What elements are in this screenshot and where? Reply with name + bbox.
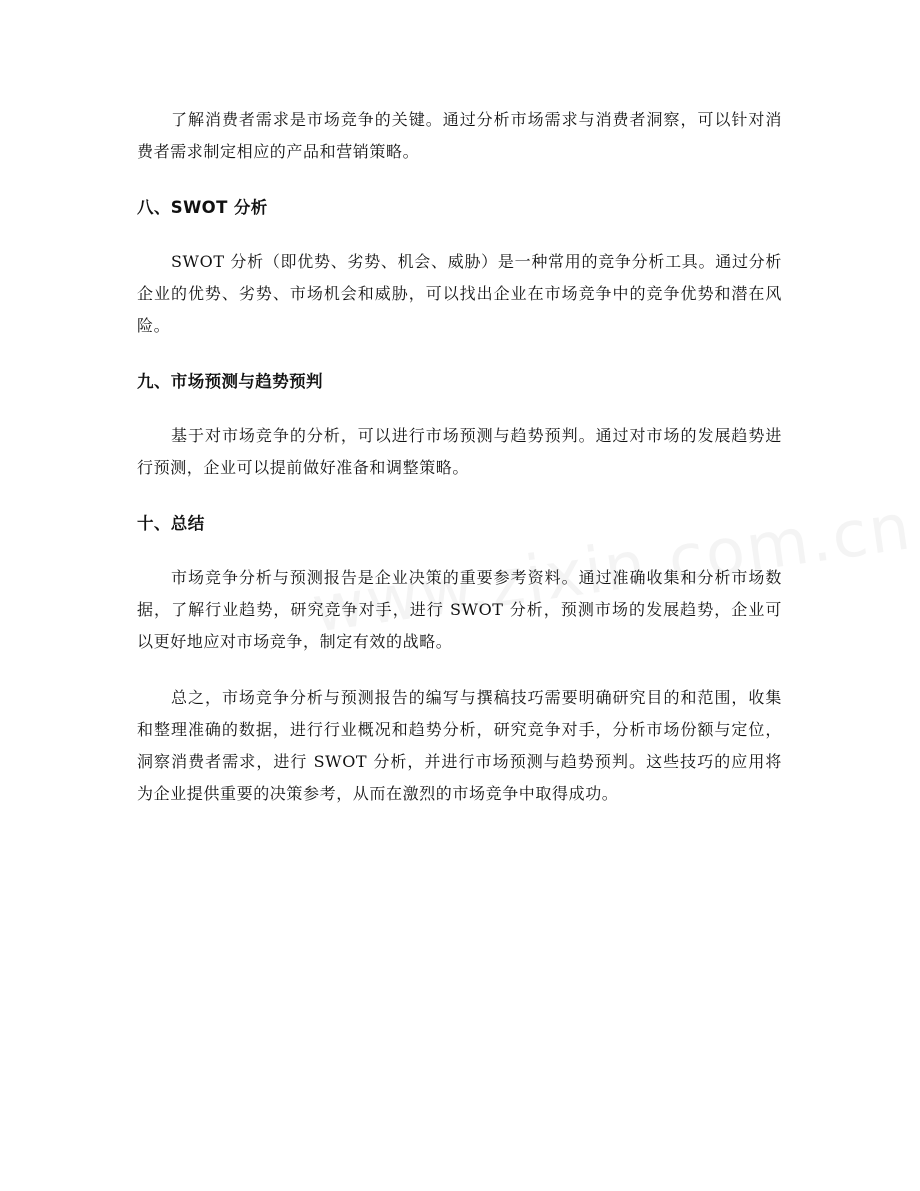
spacer [137,168,782,192]
document-body [137,104,782,810]
section-paragraph-swot: SWOT 分析（即优势、劣势、机会、威胁）是一种常用的竞争分析工具。通过分析企业的优势、劣势、市场机会和威胁，可以找出企业在市场竞争中的竞争优势和潜在风险。 [137,252,782,335]
section-heading-swot: 八、SWOT 分析 [137,198,268,217]
spacer [137,398,782,420]
section-paragraph-summary-2: 总之，市场竞争分析与预测报告的编写与撰稿技巧需要明确研究目的和范围，收集和整理准确的数据，进行行业概况和趋势分析，研究竞争对手，分析市场份额与定位，洞察消费者需求，进行 SWOT 分析，并进行市场预测与趋势预判。这些技巧的应用将为企业提供重要的决策参考，从而在激烈的市场竞争中取得成功。 [137,688,782,803]
spacer [137,342,782,366]
spacer [137,484,782,508]
spacer [137,658,782,682]
spacer [137,540,782,562]
intro-paragraph: 了解消费者需求是市场竞争的关键。通过分析市场需求与消费者洞察，可以针对消费者需求制定相应的产品和营销策略。 [137,110,782,161]
section-heading-summary: 十、总结 [137,514,205,533]
spacer [137,224,782,246]
section-paragraph-summary-1: 市场竞争分析与预测报告是企业决策的重要参考资料。通过准确收集和分析市场数据，了解行业趋势，研究竞争对手，进行 SWOT 分析，预测市场的发展趋势，企业可以更好地应对市场竞争，制定有效的战略。 [137,568,782,651]
section-paragraph-forecast: 基于对市场竞争的分析，可以进行市场预测与趋势预判。通过对市场的发展趋势进行预测，企业可以提前做好准备和调整策略。 [137,426,782,477]
section-heading-forecast: 九、市场预测与趋势预判 [137,372,323,391]
